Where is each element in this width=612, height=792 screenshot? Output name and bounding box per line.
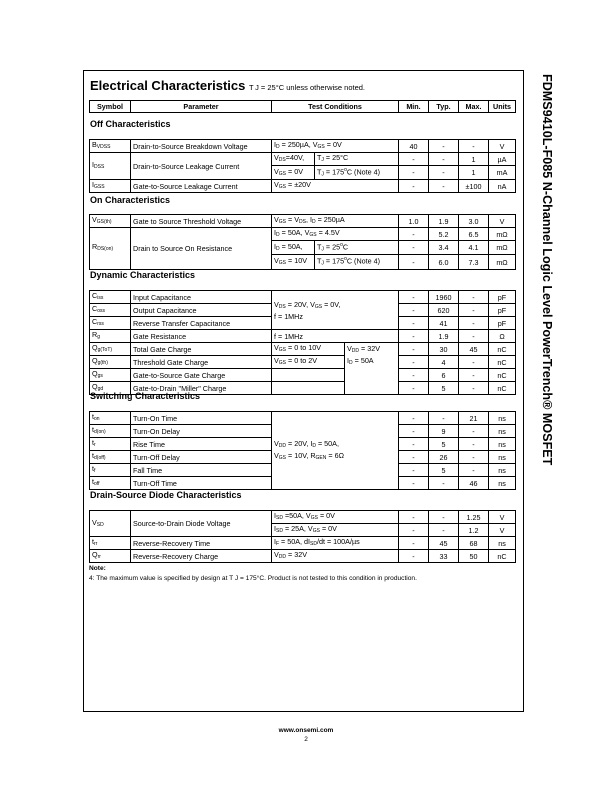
table-row: $V_{SD}$ Source-to-Drain Diode Voltage $I_{SD} =50A$, $V_{GS} = 0V$ - - 1.25 V — [90, 511, 516, 524]
header-table — [89, 100, 516, 113]
hdr-symbol: Symbol — [90, 101, 131, 113]
table-row: $I_{GSS}$ Gate-to-Source Leakage Current $V_{GS} = \pm 20V$ - - ±100 nA — [90, 180, 516, 193]
hdr-test: Test Conditions — [272, 101, 399, 113]
table-row: $C_{rss}$ Reverse Transfer Capacitance - 41 - pF — [90, 317, 516, 330]
section-dynamic: Dynamic Characteristics — [90, 270, 196, 280]
table-row: $C_{iss}$ Input Capacitance $V_{DS} = 20V$, $V_{GS} = 0V$, f = 1MHz - 1960 - pF — [90, 291, 516, 304]
footer-url[interactable]: www.onsemi.com — [278, 727, 334, 734]
section-switching: Switching Characteristics — [90, 391, 201, 401]
table-row: $t_{off}$ Turn-Off Time - - 46 ns — [90, 477, 516, 490]
table-row: $t_{d(on)}$ Turn-On Delay - 9 - ns — [90, 425, 516, 438]
table-row: $Q_{gd}$ Gate-to-Drain "Miller" Charge - 5 - nC — [90, 382, 516, 395]
table-row: $C_{oss}$ Output Capacitance - 620 - pF — [90, 304, 516, 317]
table-row: $I_{DSS}$ Drain-to-Source Leakage Current $V_{DS}=40V$, $T_J = 25^\circ C$ - - 1 µA — [90, 153, 516, 166]
hdr-min: Min. — [399, 101, 429, 113]
table-row: $B_{VDSS}$ Drain-to-Source Breakdown Voltage $I_D = 250\mu A$, $V_{GS} = 0V$ 40 - - V — [90, 140, 516, 153]
table-row: $Q_{g(th)}$ Threshold Gate Charge $V_{GS} = 0$ to 2V - 4 - nC — [90, 356, 516, 369]
side-title: FDMS9410L-F085 N-Channel Logic Level PowerTrench® MOSFET — [540, 74, 554, 466]
table-row: $t_{d(off)}$ Turn-Off Delay - 26 - ns — [90, 451, 516, 464]
table-row: $V_{GS} = 10V$ $T_J = 175^oC$ (Note 4) - 6.0 7.3 mΩ — [90, 255, 516, 269]
title-condition: T J = 25°C unless otherwise noted. — [249, 83, 366, 92]
section-on: On Characteristics — [90, 195, 171, 205]
page-title: Electrical Characteristics T J = 25°C unless otherwise noted. — [90, 78, 366, 93]
footer-page-number: 2 — [304, 736, 308, 743]
table-row: $V_{GS} = 0V$ $T_J = 175^oC$ (Note 4) - - 1 mA — [90, 166, 516, 180]
section-diode: Drain-Source Diode Characteristics — [90, 490, 242, 500]
hdr-units: Units — [489, 101, 516, 113]
table-row: $t_f$ Fall Time - 5 - ns — [90, 464, 516, 477]
hdr-max: Max. — [459, 101, 489, 113]
hdr-typ: Typ. — [429, 101, 459, 113]
table-row: $Q_{rr}$ Reverse-Recovery Charge $V_{DD} = 32V$ - 33 50 nC — [90, 550, 516, 563]
diode-table — [89, 510, 516, 563]
switching-table — [89, 411, 516, 490]
table-row: $I_{SD} = 25A$, $V_{GS} = 0V$ - - 1.2 V — [90, 524, 516, 537]
table-row: $V_{GS(th)}$ Gate to Source Threshold Voltage $V_{GS} = V_{DS}$, $I_D = 250\mu A$ 1.0 1.9 3.0 V — [90, 215, 516, 228]
table-row: $t_{on}$ Turn-On Time $V_{DD} = 20V$, $I_D = 50A$, $V_{GS} = 10V$, $R_{GEN} = 6\Omega$ - - 21 ns — [90, 412, 516, 425]
note-text: 4: The maximum value is specified by design at T J = 175°C. Product is not tested to this condition in production. — [89, 575, 417, 582]
hdr-parameter: Parameter — [131, 101, 272, 113]
table-row: $I_D = 50A$, $T_J = 25^oC$ - 3.4 4.1 mΩ — [90, 241, 516, 255]
table-row: $t_{rr}$ Reverse-Recovery Time $I_F = 50A$, $dI_{SD}/dt = 100A/\mu s$ - 45 68 ns — [90, 537, 516, 550]
table-row: $Q_{gs}$ Gate-to-Source Gate Charge - 6 - nC — [90, 369, 516, 382]
off-table — [89, 139, 516, 193]
dynamic-table — [89, 290, 516, 395]
on-table — [89, 214, 516, 270]
table-row: $R_{DS(on)}$ Drain to Source On Resistance $I_D = 50A$, $V_{GS} = 4.5V$ - 5.2 6.5 mΩ — [90, 228, 516, 241]
note-title: Note: — [89, 565, 106, 572]
table-row: $Q_{g(ToT)}$ Total Gate Charge $V_{GS} = 0$ to 10V $V_{DD} = 32V$ $I_D = 50A$ - 30 45 nC — [90, 343, 516, 356]
section-off: Off Characteristics — [90, 119, 171, 129]
table-row: $t_r$ Rise Time - 5 - ns — [90, 438, 516, 451]
table-row: $R_g$ Gate Resistance f = 1MHz - 1.9 - Ω — [90, 330, 516, 343]
